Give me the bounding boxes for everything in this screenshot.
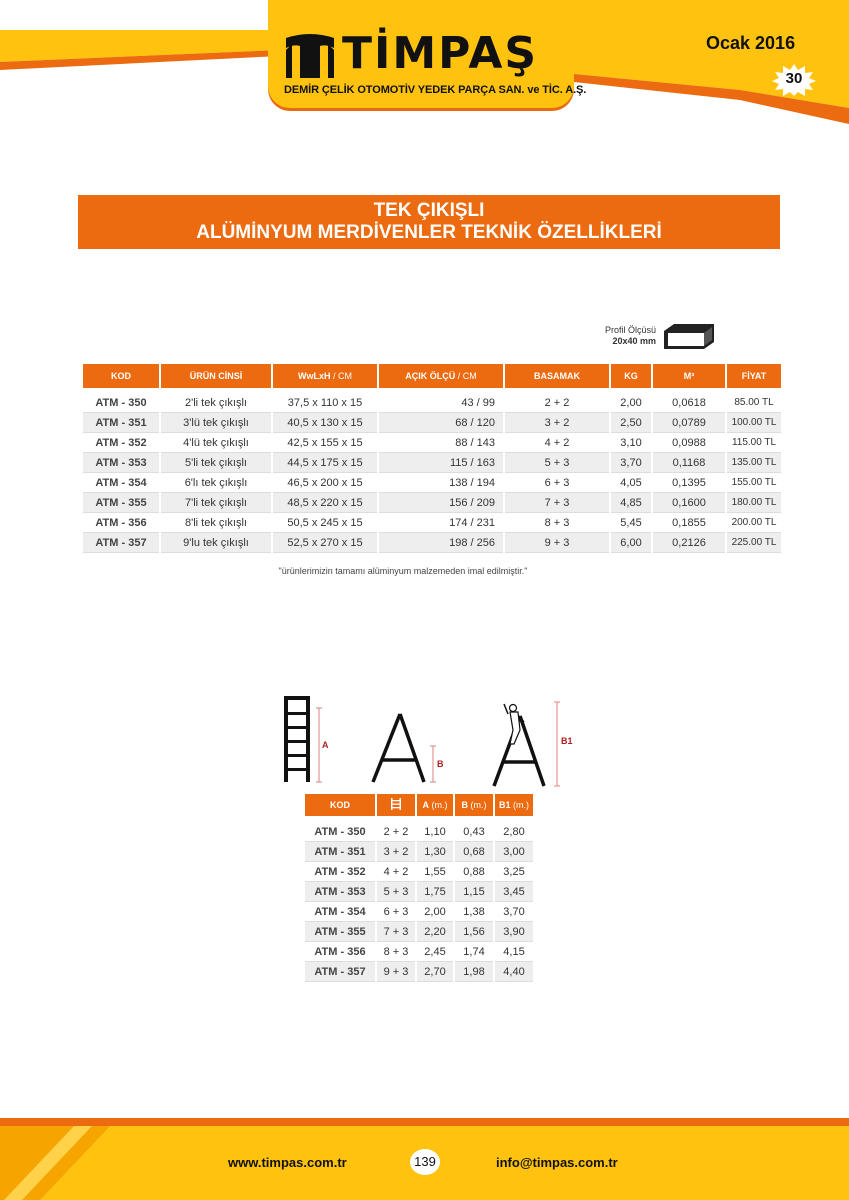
row-kod: ATM - 357: [305, 962, 375, 982]
row-kod: ATM - 356: [305, 942, 375, 962]
row-b: 1,74: [455, 942, 493, 962]
row-b: 1,98: [455, 962, 493, 982]
brand-subtitle: DEMİR ÇELİK OTOMOTİV YEDEK PARÇA SAN. ve TİC. A.Ş.: [284, 84, 587, 96]
row-steps: 6 + 3: [377, 902, 415, 922]
profile-label: [592, 325, 656, 347]
table-row: [83, 473, 781, 493]
row-kod: ATM - 357: [83, 533, 159, 553]
col-a-unit: (m.): [429, 800, 448, 810]
row-steps: 8 + 3: [377, 942, 415, 962]
table-row: [83, 533, 781, 553]
col-kg: KG: [611, 364, 651, 388]
table-row: [305, 842, 533, 862]
row-kod: ATM - 352: [83, 433, 159, 453]
row-basamak: 4 + 2: [505, 433, 609, 453]
row-kg: 6,00: [611, 533, 651, 553]
row-steps: 9 + 3: [377, 962, 415, 982]
row-steps: 4 + 2: [377, 862, 415, 882]
row-basamak: 6 + 3: [505, 473, 609, 493]
row-acik: 88 / 143: [379, 433, 503, 453]
profile-bar-icon: [660, 322, 716, 352]
row-m3: 0,1855: [653, 513, 725, 533]
row-m3: 0,2126: [653, 533, 725, 553]
row-steps: 3 + 2: [377, 842, 415, 862]
row-fiyat: 135.00 TL: [727, 453, 781, 473]
brand-name: TİMPAŞ: [342, 28, 539, 79]
row-kg: 2,00: [611, 388, 651, 413]
profile-caption: Profil Ölçüsü: [604, 325, 656, 335]
col-wwlxh: [273, 364, 377, 388]
row-b1: 3,25: [495, 862, 533, 882]
table-row: [305, 962, 533, 982]
row-a: 1,75: [417, 882, 453, 902]
row-fiyat: 85.00 TL: [727, 388, 781, 413]
col-steps: [377, 794, 415, 816]
row-acik: 115 / 163: [379, 453, 503, 473]
row-kod: ATM - 354: [83, 473, 159, 493]
row-acik: 198 / 256: [379, 533, 503, 553]
row-olcu: 42,5 x 155 x 15: [273, 433, 377, 453]
col-wwlxh-label: WwLxH: [298, 371, 331, 381]
row-fiyat: 100.00 TL: [727, 413, 781, 433]
specifications-table: [81, 364, 783, 553]
row-b: 1,56: [455, 922, 493, 942]
row-kod: ATM - 350: [305, 816, 375, 842]
row-kod: ATM - 352: [305, 862, 375, 882]
row-kg: 4,85: [611, 493, 651, 513]
ladder-steps-icon: [390, 798, 402, 810]
row-olcu: 50,5 x 245 x 15: [273, 513, 377, 533]
row-basamak: 3 + 2: [505, 413, 609, 433]
row-basamak: 9 + 3: [505, 533, 609, 553]
row-acik: 174 / 231: [379, 513, 503, 533]
row-kg: 3,70: [611, 453, 651, 473]
row-acik: 138 / 194: [379, 473, 503, 493]
col-b1-unit: (m.): [510, 800, 529, 810]
row-a: 2,00: [417, 902, 453, 922]
row-a: 2,70: [417, 962, 453, 982]
timpas-logo-icon: [282, 34, 338, 80]
row-b1: 2,80: [495, 816, 533, 842]
row-kod: ATM - 354: [305, 902, 375, 922]
material-note: "ürünlerimizin tamamı alüminyum malzemeden imal edilmiştir.": [278, 566, 528, 576]
row-acik: 68 / 120: [379, 413, 503, 433]
col-b-label: B: [461, 800, 468, 810]
row-steps: 5 + 3: [377, 882, 415, 902]
title-line-1: TEK ÇIKIŞLI: [373, 200, 485, 221]
table-row: [305, 816, 533, 842]
col-acik-unit: / CM: [455, 371, 477, 381]
dimension-label-b: B: [437, 759, 444, 769]
row-fiyat: 155.00 TL: [727, 473, 781, 493]
col-m3: M³: [653, 364, 725, 388]
col-a: [417, 794, 453, 816]
row-basamak: 2 + 2: [505, 388, 609, 413]
row-urun: 9'lu tek çıkışlı: [161, 533, 271, 553]
row-olcu: 44,5 x 175 x 15: [273, 453, 377, 473]
row-olcu: 40,5 x 130 x 15: [273, 413, 377, 433]
row-kod: ATM - 355: [305, 922, 375, 942]
row-b: 0,88: [455, 862, 493, 882]
row-m3: 0,0789: [653, 413, 725, 433]
table-row: [305, 862, 533, 882]
table-row: [83, 433, 781, 453]
row-kod: ATM - 353: [305, 882, 375, 902]
col-wwlxh-unit: / CM: [330, 371, 352, 381]
col-basamak: BASAMAK: [505, 364, 609, 388]
row-urun: 3'lü tek çıkışlı: [161, 413, 271, 433]
col-acik-olcu: [379, 364, 503, 388]
row-b1: 3,45: [495, 882, 533, 902]
table-row: [83, 453, 781, 473]
catalog-date: Ocak 2016: [706, 33, 796, 53]
row-b1: 3,00: [495, 842, 533, 862]
row-m3: 0,1600: [653, 493, 725, 513]
ladder-with-person-icon: [494, 704, 544, 786]
dimension-label-b1: B1: [561, 736, 573, 746]
row-kg: 4,05: [611, 473, 651, 493]
row-m3: 0,0618: [653, 388, 725, 413]
col-kod: KOD: [83, 364, 159, 388]
row-b: 0,68: [455, 842, 493, 862]
row-kg: 3,10: [611, 433, 651, 453]
row-basamak: 7 + 3: [505, 493, 609, 513]
col-b1-label: B1: [498, 800, 511, 810]
table-row: [83, 493, 781, 513]
table-header-row: [83, 364, 781, 388]
row-kod: ATM - 351: [83, 413, 159, 433]
table-row: [83, 413, 781, 433]
col-b1: [495, 794, 533, 816]
row-urun: 2'li tek çıkışlı: [161, 388, 271, 413]
row-olcu: 46,5 x 200 x 15: [273, 473, 377, 493]
row-m3: 0,0988: [653, 433, 725, 453]
row-kod: ATM - 356: [83, 513, 159, 533]
table-header-row: [305, 794, 533, 816]
col-urun-cinsi: ÜRÜN CİNSİ: [161, 364, 271, 388]
row-urun: 4'lü tek çıkışlı: [161, 433, 271, 453]
footer-page-number: 139: [410, 1149, 440, 1175]
row-m3: 0,1168: [653, 453, 725, 473]
row-kod: ATM - 350: [83, 388, 159, 413]
table-row: [305, 922, 533, 942]
row-kod: ATM - 351: [305, 842, 375, 862]
row-kod: ATM - 353: [83, 453, 159, 473]
dimension-label-a: A: [322, 740, 329, 750]
table-row: [83, 388, 781, 413]
row-steps: 7 + 3: [377, 922, 415, 942]
col-b: [455, 794, 493, 816]
row-fiyat: 225.00 TL: [727, 533, 781, 553]
row-olcu: 48,5 x 220 x 15: [273, 493, 377, 513]
page-title: [78, 195, 780, 249]
col-fiyat: FİYAT: [727, 364, 781, 388]
row-urun: 7'li tek çıkışlı: [161, 493, 271, 513]
row-kod: ATM - 355: [83, 493, 159, 513]
footer-email-link[interactable]: info@timpas.com.tr: [496, 1155, 618, 1170]
row-basamak: 5 + 3: [505, 453, 609, 473]
row-fiyat: 115.00 TL: [727, 433, 781, 453]
row-a: 1,10: [417, 816, 453, 842]
closed-ladder-icon: [284, 696, 310, 782]
footer-website-link[interactable]: www.timpas.com.tr: [228, 1155, 347, 1170]
row-b: 1,15: [455, 882, 493, 902]
col-kod: KOD: [305, 794, 375, 816]
row-m3: 0,1395: [653, 473, 725, 493]
row-b: 1,38: [455, 902, 493, 922]
col-acik-label: AÇIK ÖLÇÜ: [405, 371, 456, 381]
row-acik: 43 / 99: [379, 388, 503, 413]
row-acik: 156 / 209: [379, 493, 503, 513]
col-a-label: A: [422, 800, 429, 810]
row-urun: 6'lı tek çıkışlı: [161, 473, 271, 493]
row-basamak: 8 + 3: [505, 513, 609, 533]
page-badge-number: 30: [785, 70, 803, 87]
row-steps: 2 + 2: [377, 816, 415, 842]
row-urun: 5'li tek çıkışlı: [161, 453, 271, 473]
row-kg: 2,50: [611, 413, 651, 433]
table-row: [305, 942, 533, 962]
open-ladder-icon: [373, 714, 424, 782]
title-line-2: ALÜMİNYUM MERDİVENLER TEKNİK ÖZELLİKLERİ: [196, 222, 662, 243]
row-b: 0,43: [455, 816, 493, 842]
row-urun: 8'li tek çıkışlı: [161, 513, 271, 533]
table-row: [305, 902, 533, 922]
row-kg: 5,45: [611, 513, 651, 533]
table-row: [83, 513, 781, 533]
row-a: 2,20: [417, 922, 453, 942]
row-fiyat: 200.00 TL: [727, 513, 781, 533]
dimensions-table: [303, 794, 535, 982]
ladder-dimension-diagram: [270, 690, 590, 790]
profile-size: 20x40 mm: [612, 336, 656, 346]
row-b1: 4,40: [495, 962, 533, 982]
page-badge: [772, 64, 816, 96]
row-a: 1,30: [417, 842, 453, 862]
row-fiyat: 180.00 TL: [727, 493, 781, 513]
row-b1: 4,15: [495, 942, 533, 962]
table-row: [305, 882, 533, 902]
col-b-unit: (m.): [468, 800, 487, 810]
row-olcu: 37,5 x 110 x 15: [273, 388, 377, 413]
row-a: 1,55: [417, 862, 453, 882]
row-b1: 3,90: [495, 922, 533, 942]
row-olcu: 52,5 x 270 x 15: [273, 533, 377, 553]
row-b1: 3,70: [495, 902, 533, 922]
row-a: 2,45: [417, 942, 453, 962]
